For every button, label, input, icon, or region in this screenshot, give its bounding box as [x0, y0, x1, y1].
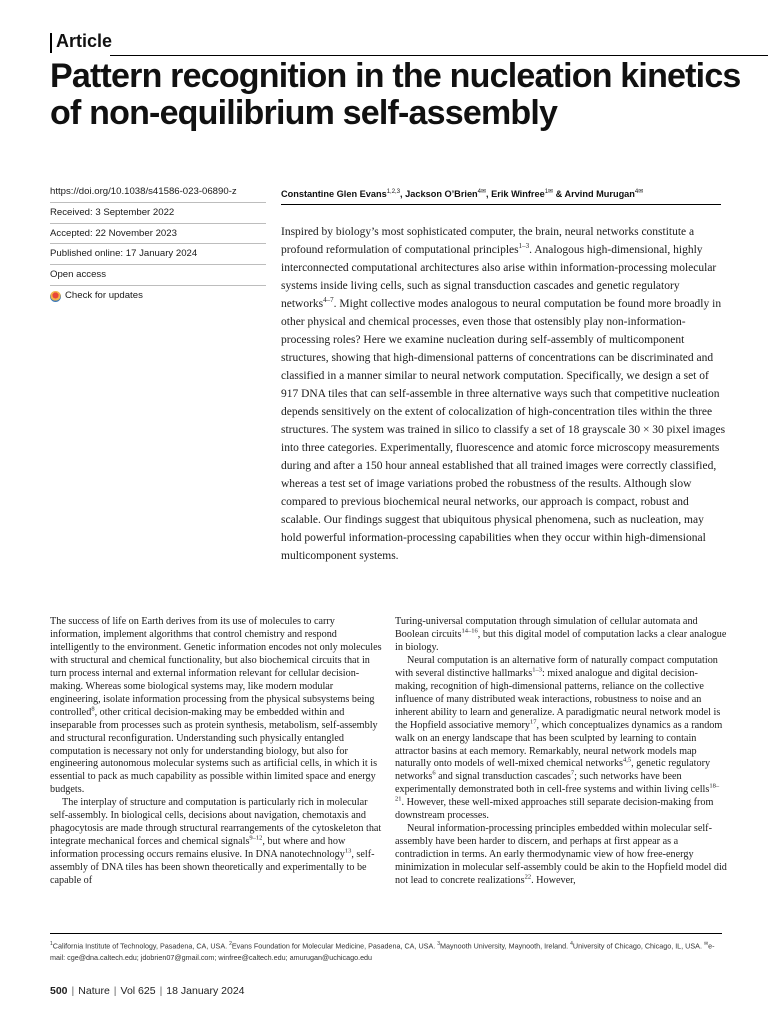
- author-separator: ,: [486, 189, 492, 200]
- affiliation-number: 1: [50, 941, 53, 947]
- paragraph: [50, 797, 382, 888]
- reference-link[interactable]: 1–3: [532, 666, 542, 674]
- paragraph-text: Neural computation is an alternative form of naturally compact computation with several distinctive hallmarks: [395, 654, 718, 679]
- author-affiliation-ref: 4: [634, 189, 639, 195]
- paragraph-text: The interplay of structure and computation is particularly rich in molecular self-assembly. In biological cells, decisions about navigation, chemotaxis and phagocytosis are made through structural rearrangements of the cytoskeleton that integrate mechanical forces and chemical signals: [50, 797, 382, 848]
- page-footer: [50, 985, 245, 997]
- check-for-updates-icon: [50, 291, 61, 302]
- reference-link[interactable]: 22: [524, 873, 532, 881]
- email-icon[interactable]: ✉: [638, 189, 644, 195]
- reference-link[interactable]: 13: [344, 847, 352, 855]
- paragraph-text: , other critical decision-making may be embedded within and inseparable from processes such as protein synthesis, metabolism, self-assembly and structural reconfiguration. Understanding such physically entangled computation is necessary not only for understanding biology, but also for engineering autonomous molecular systems such as artificial cells, in which it is essential to pack as much capability as possible within limited space and energy budgets.: [50, 706, 378, 796]
- reference-link[interactable]: 1–3: [518, 242, 530, 251]
- paragraph: [395, 616, 727, 655]
- paragraph: [50, 616, 382, 797]
- footnote-rule: [50, 933, 722, 934]
- footer-separator: |: [71, 985, 75, 997]
- reference-link[interactable]: 9–12: [249, 834, 263, 842]
- abstract-text: Inspired by biology’s most sophisticated computer, the brain, neural networks constitute a profound reformulation of computational principles: [281, 226, 695, 256]
- author-affiliation-ref: 1,2,3: [386, 189, 401, 195]
- authors-rule: [281, 204, 721, 205]
- check-for-updates-link[interactable]: [50, 286, 266, 307]
- issue-date: 18 January 2024: [166, 985, 245, 997]
- affiliation-number: 3: [437, 941, 441, 947]
- paragraph-text: Turing-universal computation through simulation of cellular automata and Boolean circuits: [395, 616, 698, 640]
- reference-link[interactable]: 17: [529, 718, 537, 726]
- reference-link[interactable]: 6: [432, 770, 436, 778]
- affiliation-text: Evans Foundation for Molecular Medicine, Pasadena, CA, USA.: [231, 941, 438, 951]
- affiliation-text: California Institute of Technology, Pasadena, CA, USA.: [52, 941, 230, 951]
- article-title: Pattern recognition in the nucleation kinetics of non-equilibrium self-assembly: [50, 57, 741, 132]
- reference-link[interactable]: 4–7: [323, 296, 334, 305]
- check-for-updates-label: Check for updates: [65, 289, 143, 301]
- author-list: [281, 185, 721, 201]
- affiliation-number: 4: [570, 941, 573, 947]
- paragraph: [395, 823, 727, 888]
- footer-separator: |: [159, 985, 163, 997]
- accepted-date: Accepted: 22 November 2023: [50, 224, 266, 245]
- received-date: Received: 3 September 2022: [50, 203, 266, 224]
- reference-link[interactable]: 18–21: [395, 783, 720, 803]
- email-icon: ✉: [703, 941, 709, 947]
- article-metadata: [50, 182, 266, 307]
- author-affiliation-ref: 1: [544, 189, 549, 195]
- paragraph-text: The success of life on Earth derives from its use of molecules to carry information, implement algorithms that control chemistry and respond intelligently to the environment. Genetic information encodes not only molecules with structural and chemical functionality, but also biochemical circuits that in turn process internal and external information relevant for cellular decision-making. Whereas some biological systems may, like modern modular engineering, isolate information processing from the physical subsystems being controlled: [50, 616, 382, 718]
- title-rule: [110, 55, 768, 56]
- reference-link[interactable]: 7: [570, 770, 575, 778]
- email-icon[interactable]: ✉: [481, 189, 487, 195]
- body-column-left: [50, 616, 382, 888]
- section-marker-bar: [50, 33, 52, 53]
- paragraph: [395, 655, 727, 823]
- author-name[interactable]: Erik Winfree: [491, 189, 545, 200]
- page-number: 500: [50, 985, 68, 997]
- author-separator: &: [553, 189, 565, 200]
- author-affiliation-ref: 4: [477, 189, 482, 195]
- paragraph-text: , genetic regulatory networks: [395, 758, 711, 783]
- published-date: Published online: 17 January 2024: [50, 244, 266, 265]
- paragraph-text: Neural information-processing principles embedded within molecular self-assembly have been harder to discern, and perhaps at first appear as a contradiction in terms. An early thermodynamic view of how free-energy minimization in molecular self-assembly could be akin to the Hopfield model did not lead to concrete realizations: [395, 823, 727, 887]
- paragraph-text: , but this digital model of computation lacks a clear analogue in biology.: [395, 628, 727, 653]
- paragraph-text: : mixed analogue and digital decision-making, recognition of high-dimensional patterns, reliance on the collective influence of many distributed weak interactions, robustness to noise and an inherent ability to learn and generalize. A paradigmatic neural network model is the Hopfield associative memory: [395, 667, 721, 731]
- paragraph-text: . However,: [531, 875, 576, 887]
- section-label: Article: [56, 31, 113, 51]
- contact-emails[interactable]: e-mail: cge@dna.caltech.edu; jdobrien07@gmail.com; winfree@caltech.edu; amurugan@uchicago.edu: [50, 941, 715, 962]
- affiliation-text: University of Chicago, Chicago, IL, USA.: [572, 941, 704, 951]
- doi-link[interactable]: https://doi.org/10.1038/s41586-023-06890-z: [50, 182, 266, 203]
- footer-separator: |: [113, 985, 117, 997]
- author-name[interactable]: Jackson O’Brien: [405, 189, 478, 200]
- reference-link[interactable]: 4,5: [623, 757, 632, 765]
- paragraph-text: , but where and how information processing occurs remains elusive. In DNA nanotechnology: [50, 836, 346, 861]
- reference-link[interactable]: 14–16: [461, 627, 478, 635]
- author-separator: ,: [400, 189, 406, 200]
- author-name[interactable]: Constantine Glen Evans: [281, 189, 387, 200]
- body-column-right: [395, 616, 727, 888]
- abstract-text: . Analogous high-dimensional, highly interconnected computational architectures also arise within information-processing molecular systems inside living cells, such as signal transduction cascades and genetic regulatory networks: [281, 244, 717, 310]
- paragraph-text: , self-assembly of DNA tiles has been shown theoretically and experimentally to be capable of: [50, 849, 375, 887]
- author-name[interactable]: Arvind Murugan: [564, 189, 635, 200]
- abstract: [281, 223, 726, 565]
- affiliation-text: Maynooth University, Maynooth, Ireland.: [440, 941, 571, 951]
- reference-link[interactable]: 8: [91, 705, 95, 713]
- affiliation-number: 2: [229, 941, 232, 947]
- journal-name: Nature: [78, 985, 110, 997]
- paragraph-text: and signal transduction cascades: [435, 771, 571, 783]
- abstract-text: . Might collective modes analogous to neural computation be found more broadly in other physical and chemical processes, even those that ostensibly play non-information-processing roles? Here we examine nucleation during self-assembly of multicomponent structures, showing that high-dimensional patterns of concentrations can be discriminated and classified in a manner similar to neural network computation. Specifically, we design a set of 917 DNA tiles that can self-assemble in three alternative ways such that competitive nucleation depends sensitively on the extent of colocalization of high-concentration tiles within the three structures. The system was trained in silico to classify a set of 18 grayscale 30 × 30 pixel images into three categories. Experimentally, fluorescence and atomic force microscopy measurements during and after a 150 hour anneal established that all trained images were correctly classified, whereas a test set of image variations probed the robustness of the results. Although slow compared to previous biochemical neural networks, our approach is compact, robust and scalable. Our findings suggest that ubiquitous physical phenomena, such as nucleation, may hold powerful information-processing capabilities when they occur within high-dimensional multicomponent systems.: [281, 298, 726, 562]
- paragraph-text: ; such networks have been experimentally demonstrated both in cell-free systems and within living cells: [395, 771, 710, 796]
- email-icon[interactable]: ✉: [548, 189, 554, 195]
- paragraph-text: . However, these well-mixed approaches still separate decision-making from downstream processes.: [395, 797, 714, 822]
- open-access-label: Open access: [50, 265, 266, 286]
- paragraph-text: , which conceptualizes dynamics as a random walk on an energy landscape that has been sculpted by learning to contain attractor basins at each memory. Remarkably, neural network models map naturally onto models of well-mixed chemical networks: [395, 719, 723, 770]
- journal-volume: Vol 625: [120, 985, 156, 997]
- affiliations-footnote: [50, 939, 726, 963]
